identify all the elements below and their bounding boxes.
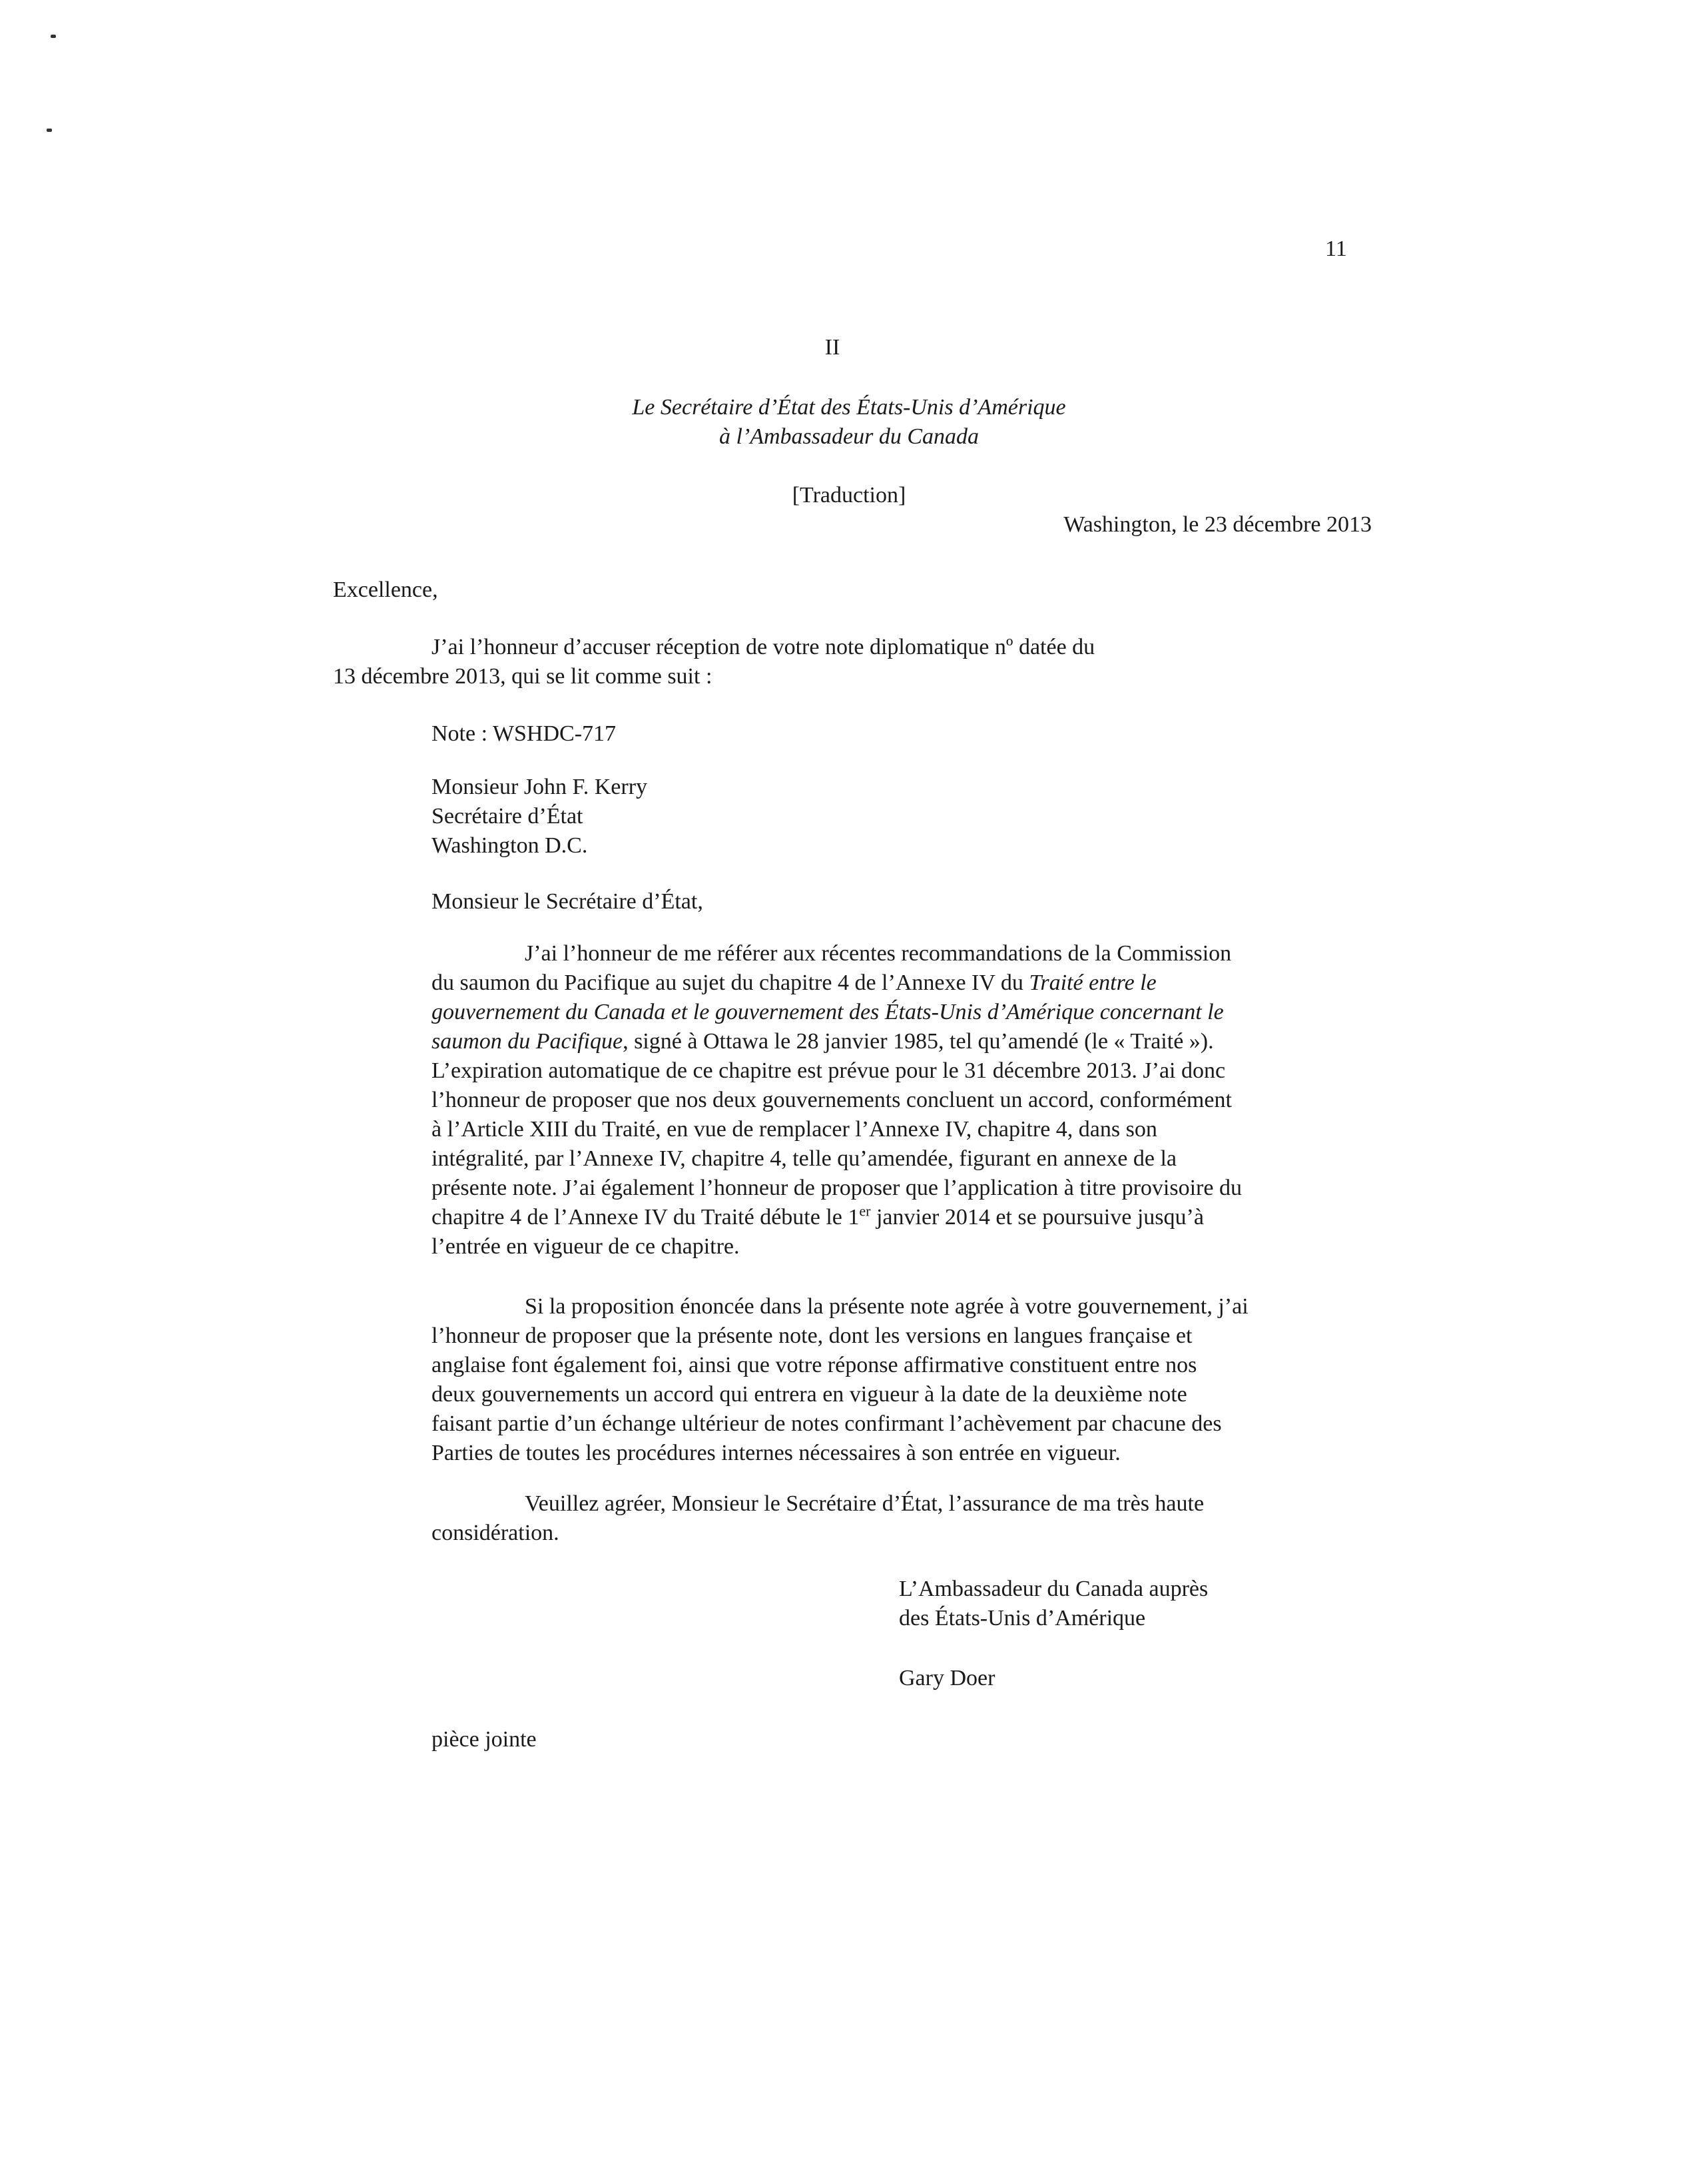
p1-text: du saumon du Pacifique au sujet du chapitre 4 de l’Annexe IV du: [431, 970, 1029, 995]
p1-line: l’honneur de proposer que nos deux gouvernements concluent un accord, conformément: [431, 1088, 1232, 1112]
place-date: Washington, le 23 décembre 2013: [1063, 512, 1372, 537]
page-number: 11: [1325, 236, 1347, 261]
closing-line: considération.: [431, 1521, 559, 1545]
p1-line: L’expiration automatique de ce chapitre est prévue pour le 31 décembre 2013. J’ai donc: [431, 1058, 1226, 1083]
enclosure-note: pièce jointe: [431, 1727, 537, 1752]
intro-line-1: J’ai l’honneur d’accuser réception de votre note diplomatique nº datée du: [431, 635, 1095, 659]
p1-line: l’entrée en vigueur de ce chapitre.: [431, 1234, 740, 1259]
p1-text: chapitre 4 de l’Annexe IV du Traité débute le 1: [431, 1205, 860, 1230]
p2-line: deux gouvernements un accord qui entrera en vigueur à la date de la deuxième note: [431, 1382, 1187, 1407]
treaty-title-part: Traité entre le: [1029, 970, 1157, 995]
signatory-name: Gary Doer: [899, 1666, 995, 1690]
treaty-title-part: saumon du Pacifique: [431, 1029, 623, 1054]
p2-line: l’honneur de proposer que la présente note, dont les versions en langues française et: [431, 1323, 1193, 1348]
p1-text: janvier 2014 et se poursuive jusqu’à: [870, 1205, 1204, 1230]
ordinal-superscript: er: [859, 1202, 871, 1220]
intro-line-2: 13 décembre 2013, qui se lit comme suit :: [333, 664, 712, 689]
section-numeral: II: [824, 335, 840, 360]
p1-line: [431, 1203, 1364, 1232]
addressee-name: Monsieur John F. Kerry: [431, 775, 648, 799]
signature-block: [899, 1575, 1208, 1633]
signatory-title-line-2: des États-Unis d’Amérique: [899, 1606, 1146, 1631]
scan-speck: [47, 129, 52, 132]
addressee-block: [431, 773, 647, 861]
addressee-title: Secrétaire d’État: [431, 804, 583, 829]
p1-line: présente note. J’ai également l’honneur de proposer que l’application à titre provisoire du: [431, 1176, 1242, 1200]
p1-line: [431, 1027, 1364, 1056]
note-reference: Note : WSHDC-717: [431, 721, 617, 746]
p1-line: à l’Article XIII du Traité, en vue de remplacer l’Annexe IV, chapitre 4, dans son: [431, 1117, 1157, 1142]
p1-line: [431, 968, 1364, 998]
p2-line: faisant partie d’un échange ultérieur de notes confirmant l’achèvement par chacune des: [431, 1411, 1222, 1436]
note-salutation: Monsieur le Secrétaire d’État,: [431, 889, 703, 914]
note-paragraph-2: [431, 1292, 1364, 1468]
p2-line: anglaise font également foi, ainsi que votre réponse affirmative constituent entre nos: [431, 1353, 1197, 1377]
note-paragraph-1: [431, 939, 1364, 1262]
scan-speck: [51, 35, 56, 38]
p2-line: Si la proposition énoncée dans la présente note agrée à votre gouvernement, j’ai: [525, 1294, 1249, 1319]
closing-line: Veuillez agréer, Monsieur le Secrétaire d’État, l’assurance de ma très haute: [525, 1491, 1205, 1516]
header-line-2: à l’Ambassadeur du Canada: [718, 424, 980, 449]
intro-paragraph: [333, 633, 1278, 691]
letter-header: [466, 393, 1232, 452]
p1-line: J’ai l’honneur de me référer aux récentes recommandations de la Commission: [525, 941, 1232, 966]
header-line-1: Le Secrétaire d’État des États-Unis d’Amérique: [632, 395, 1066, 420]
translation-label: [Traduction]: [792, 483, 906, 508]
treaty-title-part: gouvernement du Canada et le gouvernement des États-Unis d’Amérique concernant le: [431, 1000, 1224, 1024]
salutation: Excellence,: [333, 577, 438, 602]
addressee-city: Washington D.C.: [431, 833, 588, 858]
signatory-title-line-1: L’Ambassadeur du Canada auprès: [899, 1577, 1209, 1601]
note-closing: [431, 1489, 1364, 1548]
p1-text: , signé à Ottawa le 28 janvier 1985, tel qu’amendé (le « Traité »).: [623, 1029, 1214, 1054]
p1-line: intégralité, par l’Annexe IV, chapitre 4, telle qu’amendée, figurant en annexe de la: [431, 1146, 1177, 1171]
p2-line: Parties de toutes les procédures internes nécessaires à son entrée en vigueur.: [431, 1441, 1121, 1465]
